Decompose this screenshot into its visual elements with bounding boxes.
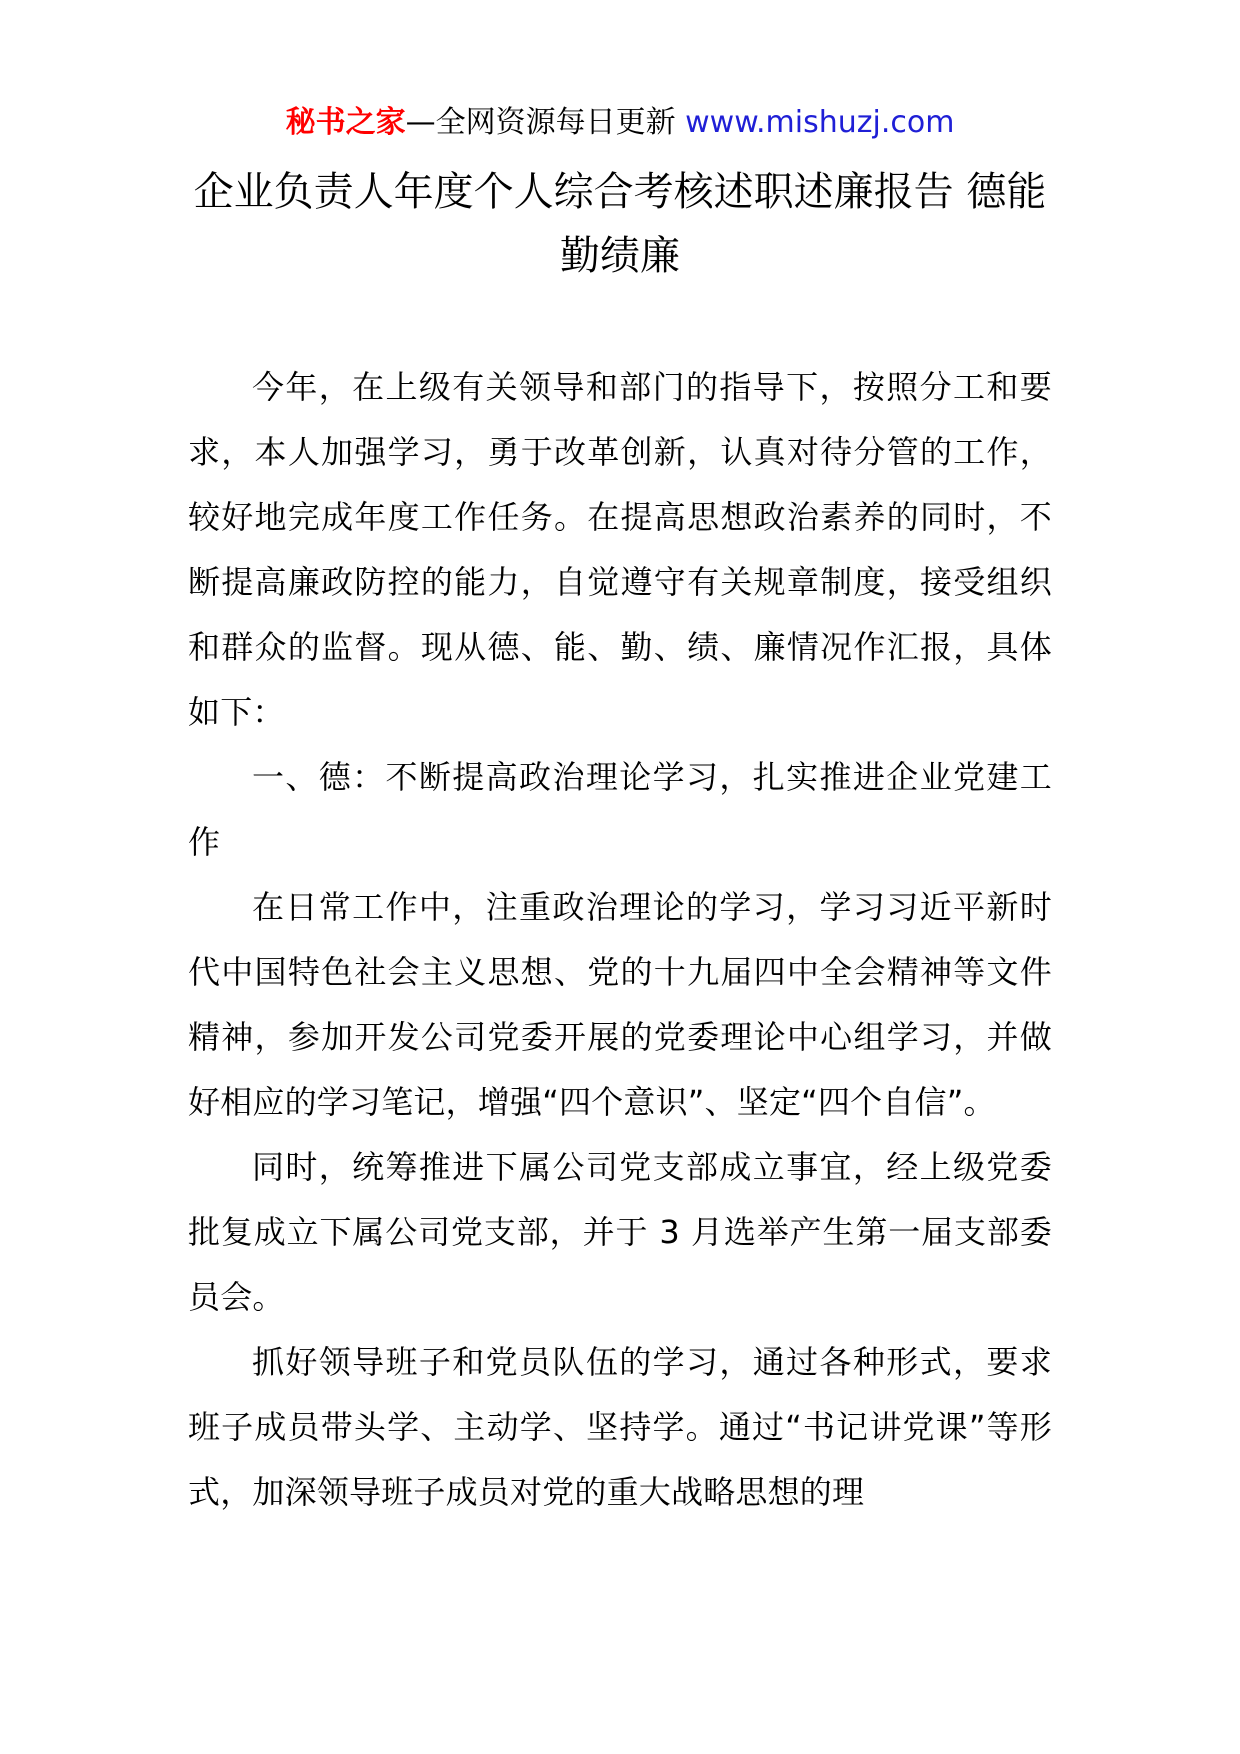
paragraph-theory-study: 在日常工作中，注重政治理论的学习，学习习近平新时代中国特色社会主义思想、党的十九届四中全会精神等文件精神，参加开发公司党委开展的党委理论中心组学习，并做好相应的学习笔记，增强“四个意识”、坚定“四个自信”。 xyxy=(188,888,1052,1121)
paragraph-party-branch: 同时，统筹推进下属公司党支部成立事宜，经上级党委批复成立下属公司党支部，并于 3 月选举产生第一届支部委员会。 xyxy=(188,1148,1052,1316)
brand-name: 秘书之家 xyxy=(285,105,406,140)
paragraph-intro: 今年，在上级有关领导和部门的指导下，按照分工和要求，本人加强学习，勇于改革创新，认真对待分管的工作，较好地完成年度工作任务。在提高思想政治素养的同时，不断提高廉政防控的能力，自觉遵守有关规章制度，接受组织和群众的监督。现从德、能、勤、绩、廉情况作汇报，具体如下： xyxy=(188,368,1052,731)
document-body xyxy=(188,355,1052,1525)
site-header xyxy=(0,100,1240,146)
header-tagline: —全网资源每日更新 xyxy=(405,105,686,140)
section-heading-de: 一、德：不断提高政治理论学习，扎实推进企业党建工作 xyxy=(188,758,1052,861)
paragraph-leadership-study: 抓好领导班子和党员队伍的学习，通过各种形式，要求班子成员带头学、主动学、坚持学。通过“书记讲党课”等形式，加深领导班子成员对党的重大战略思想的理 xyxy=(188,1343,1052,1511)
site-url-link[interactable]: www.mishuzj.com xyxy=(685,105,955,140)
document-title: 企业负责人年度个人综合考核述职述廉报告 德能勤绩廉 xyxy=(193,169,1047,279)
